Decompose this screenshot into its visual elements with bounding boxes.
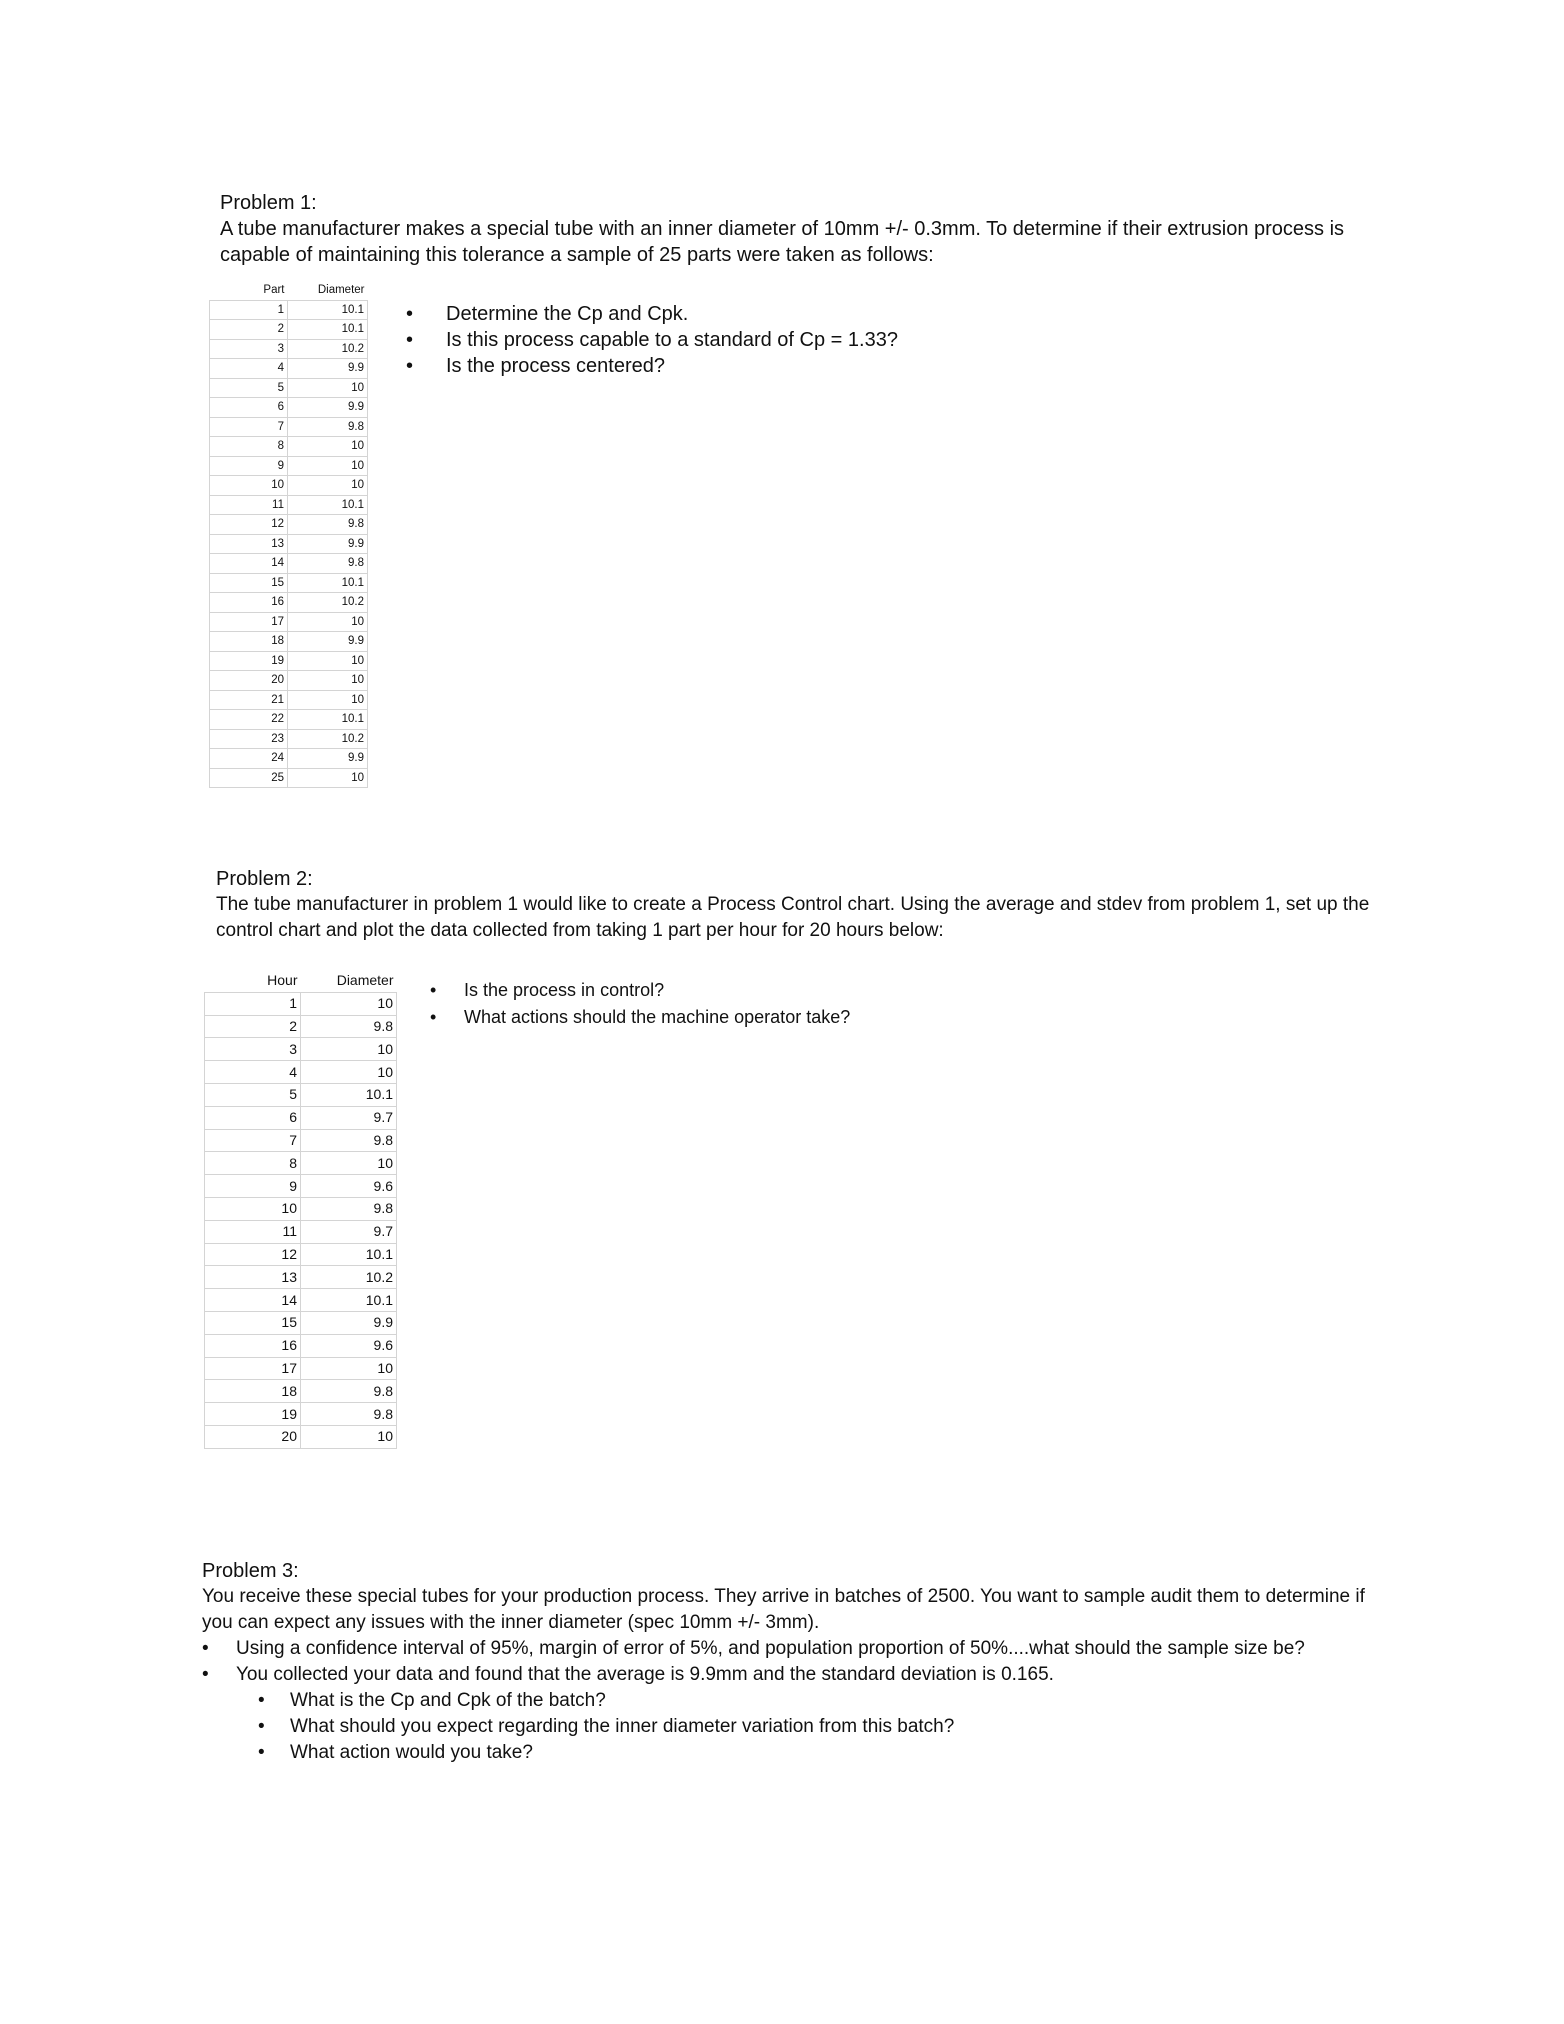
row-index-cell: 5 [210,378,288,398]
diameter-cell: 9.9 [288,398,368,418]
bullet-icon: • [202,1664,209,1685]
table-row [205,1266,397,1289]
table-row [210,339,368,359]
bullet-icon: • [406,329,414,351]
table-row [210,476,368,496]
diameter-cell: 9.7 [301,1106,397,1129]
diameter-cell: 10 [301,1425,397,1448]
table-row [205,1403,397,1426]
row-index-cell: 14 [205,1289,301,1312]
table-row [205,1289,397,1312]
bullet-icon: • [258,1742,265,1763]
bullet-icon: • [258,1690,265,1711]
question-item [202,1662,1382,1688]
row-index-cell: 16 [210,593,288,613]
row-index-cell: 20 [210,671,288,691]
diameter-cell: 10.1 [288,495,368,515]
table-row [210,359,368,379]
table-header-row [205,970,397,992]
table-row [210,378,368,398]
table-row [205,1106,397,1129]
diameter-cell: 10 [301,1061,397,1084]
table-row [205,1152,397,1175]
table-row [210,495,368,515]
bullet-icon: • [406,303,414,325]
row-index-cell: 12 [210,515,288,535]
table-row [205,1175,397,1198]
problem1-questions [406,301,1006,379]
row-index-cell: 24 [210,749,288,769]
row-index-cell: 4 [205,1061,301,1084]
diameter-cell: 9.9 [301,1311,397,1334]
table-row [210,671,368,691]
table-row [205,1038,397,1061]
bullet-icon: • [430,1007,437,1027]
diameter-cell: 10.1 [288,710,368,730]
diameter-cell: 10 [301,1152,397,1175]
bullet-icon: • [202,1638,209,1659]
diameter-cell: 10 [288,768,368,788]
bullet-text: Using a confidence interval of 95%, margin of error of 5%, and population proportion of 50%....what should the sample size be? [236,1638,1305,1659]
diameter-cell: 9.6 [301,1175,397,1198]
bullet-text: Determine the Cp and Cpk. [446,303,689,325]
problem1-title: Problem 1: [220,192,317,214]
bullet-text: You collected your data and found that the average is 9.9mm and the standard deviation is 0.165. [236,1664,1054,1685]
table-row [205,1311,397,1334]
row-index-cell: 18 [210,632,288,652]
diameter-cell: 9.9 [288,632,368,652]
row-index-cell: 8 [205,1152,301,1175]
row-index-cell: 4 [210,359,288,379]
row-index-cell: 3 [205,1038,301,1061]
diameter-cell: 10.2 [288,729,368,749]
row-index-cell: 7 [210,417,288,437]
diameter-cell: 9.8 [301,1403,397,1426]
table-row [210,690,368,710]
row-index-cell: 12 [205,1243,301,1266]
column-header-hour: Hour [267,972,298,989]
diameter-cell: 9.6 [301,1334,397,1357]
diameter-cell: 10 [288,671,368,691]
table-header-row [210,281,368,300]
diameter-cell: 10.1 [301,1083,397,1106]
table-row [210,534,368,554]
row-index-cell: 1 [205,992,301,1015]
row-index-cell: 10 [205,1197,301,1220]
table-row [205,1061,397,1084]
bullet-text: What action would you take? [290,1742,533,1763]
table-row [210,632,368,652]
table-row [210,300,368,320]
row-index-cell: 17 [205,1357,301,1380]
row-index-cell: 2 [205,1015,301,1038]
table-row [205,992,397,1015]
question-item [406,301,1006,327]
diameter-cell: 10 [301,1038,397,1061]
column-header-part: Part [263,284,285,297]
diameter-cell: 9.9 [288,534,368,554]
row-index-cell: 9 [210,456,288,476]
diameter-cell: 10 [288,690,368,710]
row-index-cell: 1 [210,300,288,320]
table-row [210,573,368,593]
table-row [205,1083,397,1106]
diameter-cell: 10 [288,437,368,457]
table-row [210,320,368,340]
diameter-cell: 9.8 [288,515,368,535]
row-index-cell: 8 [210,437,288,457]
row-index-cell: 6 [210,398,288,418]
row-index-cell: 22 [210,710,288,730]
row-index-cell: 7 [205,1129,301,1152]
bullet-icon: • [258,1716,265,1737]
table-row [205,1243,397,1266]
question-item [430,1004,1030,1031]
row-index-cell: 19 [205,1403,301,1426]
table-row [210,768,368,788]
diameter-cell: 9.9 [288,749,368,769]
table-row [210,456,368,476]
table-row [210,398,368,418]
diameter-cell: 10 [288,612,368,632]
diameter-cell: 10.2 [288,339,368,359]
bullet-icon: • [430,980,437,1000]
diameter-cell: 10.2 [301,1266,397,1289]
diameter-cell: 10 [288,476,368,496]
table-row [205,1220,397,1243]
column-header-diameter: Diameter [317,284,365,297]
diameter-cell: 9.8 [288,554,368,574]
row-index-cell: 13 [210,534,288,554]
diameter-cell: 10 [301,992,397,1015]
row-index-cell: 23 [210,729,288,749]
sub-question-item [258,1740,1382,1766]
table-row [210,729,368,749]
table-row [210,437,368,457]
problem1-table [209,281,368,788]
table-row [210,612,368,632]
row-index-cell: 15 [210,573,288,593]
row-index-cell: 17 [210,612,288,632]
diameter-cell: 9.8 [301,1129,397,1152]
problem1-table-wrap [209,281,368,788]
table-row [210,515,368,535]
bullet-text: Is the process in control? [464,980,665,1000]
row-index-cell: 15 [205,1311,301,1334]
problem3-text: You receive these special tubes for your production process. They arrive in batches of 2500. You want to sample audit them to determine if you can expect any issues with the inner diameter (spec 10mm +/- 3mm). [202,1586,1365,1633]
sub-question-item [258,1714,1382,1740]
problem2-text: The tube manufacturer in problem 1 would like to create a Process Control chart. Using the average and stdev from problem 1, set up the control chart and plot the data collected from taking 1 part per hour for 20 hours below: [216,894,1370,941]
problem1-section [220,190,1400,268]
diameter-cell: 10 [288,651,368,671]
problem2-questions [430,977,1030,1031]
diameter-cell: 10.2 [288,593,368,613]
row-index-cell: 18 [205,1380,301,1403]
problem2-table [204,970,397,1449]
table-row [205,1380,397,1403]
row-index-cell: 19 [210,651,288,671]
table-row [210,710,368,730]
bullet-text: What should you expect regarding the inner diameter variation from this batch? [290,1716,955,1737]
diameter-cell: 9.8 [301,1380,397,1403]
diameter-cell: 10.1 [288,300,368,320]
table-row [205,1334,397,1357]
column-header-diameter: Diameter [336,972,394,989]
diameter-cell: 10 [288,378,368,398]
table-row [210,749,368,769]
diameter-cell: 9.8 [301,1197,397,1220]
question-item [406,327,1006,353]
question-item [202,1636,1382,1662]
diameter-cell: 10.1 [288,320,368,340]
problem3-section [202,1558,1382,1766]
bullet-text: What actions should the machine operator take? [464,1007,851,1027]
row-index-cell: 9 [205,1175,301,1198]
problem3-title: Problem 3: [202,1560,299,1582]
row-index-cell: 6 [205,1106,301,1129]
diameter-cell: 10.1 [301,1243,397,1266]
table-row [205,1425,397,1448]
row-index-cell: 21 [210,690,288,710]
table-row [205,1015,397,1038]
problem1-text: A tube manufacturer makes a special tube with an inner diameter of 10mm +/- 0.3mm. To determine if their extrusion process is capable of maintaining this tolerance a sample of 25 parts were taken as follows: [220,218,1345,266]
table-row [210,651,368,671]
table-row [205,1357,397,1380]
problem2-table-wrap [204,970,397,1449]
table-row [210,593,368,613]
diameter-cell: 9.8 [301,1015,397,1038]
row-index-cell: 14 [210,554,288,574]
row-index-cell: 11 [210,495,288,515]
bullet-text: Is the process centered? [446,355,666,377]
diameter-cell: 10.1 [301,1289,397,1312]
problem2-title: Problem 2: [216,868,313,890]
problem2-section [216,866,1396,944]
table-row [205,1197,397,1220]
sub-question-item [258,1688,1382,1714]
table-row [210,417,368,437]
question-item [406,353,1006,379]
row-index-cell: 5 [205,1083,301,1106]
diameter-cell: 9.7 [301,1220,397,1243]
row-index-cell: 2 [210,320,288,340]
row-index-cell: 16 [205,1334,301,1357]
diameter-cell: 10.1 [288,573,368,593]
row-index-cell: 11 [205,1220,301,1243]
bullet-text: What is the Cp and Cpk of the batch? [290,1690,606,1711]
diameter-cell: 9.8 [288,417,368,437]
row-index-cell: 13 [205,1266,301,1289]
table-row [205,1129,397,1152]
diameter-cell: 9.9 [288,359,368,379]
diameter-cell: 10 [301,1357,397,1380]
question-item [430,977,1030,1004]
row-index-cell: 20 [205,1425,301,1448]
bullet-icon: • [406,355,414,377]
row-index-cell: 25 [210,768,288,788]
diameter-cell: 10 [288,456,368,476]
bullet-text: Is this process capable to a standard of Cp = 1.33? [446,329,898,351]
table-row [210,554,368,574]
row-index-cell: 3 [210,339,288,359]
row-index-cell: 10 [210,476,288,496]
